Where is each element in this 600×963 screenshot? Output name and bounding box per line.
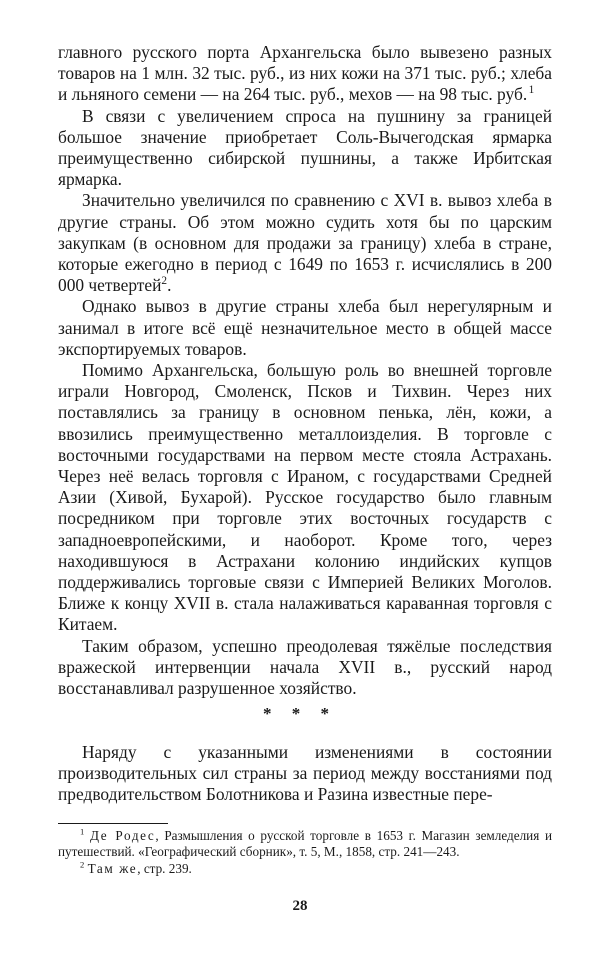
paragraph-3: Значительно увеличился по сравнению с XVI в. вывоз хлеба в другие страны. Об этом можно судить хотя бы по царским закупкам (в основном для продажи за границу) хлеба в стране, которые ежегодно в период с 1649 по 1653 г. исчислялись в 200 000 четвертей$^2$. (58, 190, 552, 296)
paragraph-2: В связи с увеличением спроса на пушнину за границей большое значение приобретает Соль-Вычегодская ярмарка преимущественно сибирской пушнины, а также Ирбитская ярмарка. (58, 105, 552, 190)
footnote-ref-1[interactable]: 1 (528, 84, 535, 97)
footnotes (58, 828, 552, 877)
paragraph-4: Однако вывоз в другие страны хлеба был нерегулярным и занимал в итоге всё ещё незначительное место в общей массе экспортируемых товаров. (58, 296, 552, 359)
paragraph-6: Таким образом, успешно преодолевая тяжёлые последствия вражеской интервенции начала XVII в., русский народ восстанавливал разрушенное хозяйство. (58, 635, 552, 699)
footnote-2: $^2$ Там же, стр. 239. (80, 859, 192, 876)
tail-text (58, 742, 552, 806)
page-number: 28 (292, 898, 308, 914)
main-text (58, 42, 552, 699)
footnote-rule (58, 823, 168, 824)
footnote-2-author: Там же (87, 860, 138, 876)
section-separator: * * * (263, 704, 337, 723)
footnote-ref-2[interactable]: 2 (161, 275, 168, 288)
footnote-1: $^1$ Де Родес, Размышления о русской торговле в 1653 г. Магазин земледелия и путешествий. «Географический сборник», т. 5, М., 1858, стр. 241—243. (58, 826, 552, 860)
paragraph-5: Помимо Архангельска, большую роль во внешней торговле играли Новгород, Смоленск, Псков и Тихвин. Через них поставлялись за границу в основном пенька, лён, кожи, а ввозились преимущественно металлоизделия. В торговле с восточными государствами на первом месте стояла Астрахань. Через неё велась торговля с Ираном, с государствами Средней Азии (Хивой, Бухарой). Русское государство было главным посредником при торговле этих восточных государств с западноевропейскими, и наоборот. Кроме того, через находившуюся в Астрахани колонию индийских купцов поддерживались торговые связи с Империей Великих Моголов. Ближе к концу XVII в. стала налаживаться караванная торговля с Китаем. (58, 360, 552, 635)
paragraph-7: Наряду с указанными изменениями в состоянии производительных сил страны за период между восстаниями под предводительством Болотникова и Разина известные пере- (58, 742, 552, 805)
footnote-1-author: Де Родес (89, 828, 156, 843)
paragraph-1: главного русского порта Архангельска было вывезено разных товаров на 1 млн. 32 тыс. руб., из них кожи на 371 тыс. руб.; хлеба и льняного семени — на 264 тыс. руб., мехов — на 98 тыс. руб. $^1$ (58, 42, 552, 105)
